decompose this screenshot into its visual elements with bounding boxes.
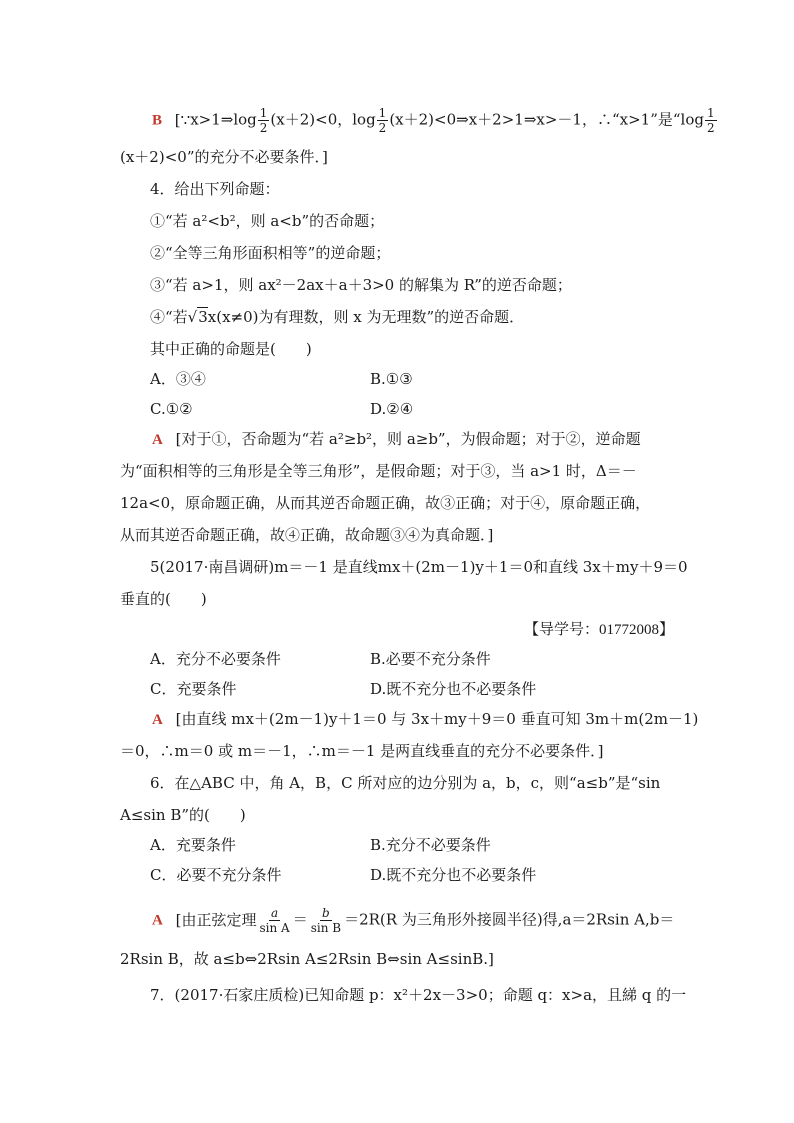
q5-answer-line-2: ＝0，∴m＝0 或 m＝－1，∴m＝－1 是两直线垂直的充分不必要条件．] [120,742,604,760]
q4-answer-text-1: [对于①，否命题为“若 a²≥b²，则 a≥b”，为假命题；对于②，逆命题 [175,430,641,448]
fraction [377,106,389,135]
answer-mark: B [152,112,163,129]
fraction-numerator: b [322,906,330,920]
q6-stem-line-2: A≤sin B”的( ) [120,806,246,824]
q5-option-c: C．充要条件 [150,680,237,698]
q3-answer-text-c: (x＋2)<0，log [270,110,376,129]
q4-item-4 [150,306,524,328]
q6-option-c: C．必要不充分条件 [150,866,282,884]
q5-option-b: B.必要不充分条件 [370,650,491,668]
fraction-denominator: 2 [378,121,387,135]
q4-answer-line-1 [152,428,641,451]
fraction-numerator: 1 [706,106,715,120]
q3-answer-line-2: (x＋2)<0”的充分不必要条件．] [120,148,328,166]
q6-answer-line-2: 2Rsin B，故 a≤b⇔2Rsin A≤2Rsin B⇔sin A≤sinB.] [120,950,494,968]
q5-answer-line-1 [152,708,698,731]
q6-answer-text-b: ＝2R(R 为三角形外接圆半径)得,a＝2Rsin A,b＝ [344,910,675,929]
q4-option-b: B.①③ [370,370,413,388]
fraction-numerator: 1 [259,106,268,120]
fraction-numerator: a [271,906,279,920]
q5-option-d: D.既不充分也不必要条件 [370,680,537,698]
guide-number: 【导学号：01772008】 [523,622,674,638]
fraction-denominator: sin A [259,921,290,935]
q6-option-b: B.充分不必要条件 [370,836,491,854]
q7-stem-line-1: 7．(2017·石家庄质检)已知命题 p：x²＋2x－3>0；命题 q：x>a，且綈 q 的一 [150,986,687,1004]
q4-item-4-text-b: x(x≠0)为有理数，则 x 为无理数”的逆否命题． [207,308,525,326]
fraction-denominator: 2 [259,121,268,135]
answer-mark: A [152,712,163,728]
q5-answer-text-1: [由直线 mx＋(2m－1)y＋1＝0 与 3x＋my＋9＝0 垂直可知 3m＋m(2m－1) [175,710,699,728]
q4-answer-line-4: 从而其逆否命题正确，故④正确，故命题③④为真命题．] [120,526,494,544]
fraction [705,106,717,135]
q4-item-2: ②“全等三角形面积相等”的逆命题； [150,244,391,262]
q4-item-3: ③“若 a>1，则 ax²－2ax＋a＋3>0 的解集为 R”的逆否命题； [150,276,572,294]
sqrt-icon: √ [187,308,198,326]
q4-answer-line-2: 为“面积相等的三角形是全等三角形”，是假命题；对于③，当 a>1 时，Δ＝－ [120,462,637,480]
fraction-denominator: sin B [310,921,342,935]
q5-stem-line-2: 垂直的( ) [120,590,207,608]
q6-stem-line-1: 6．在△ABC 中，角 A，B，C 所对应的边分别为 a，b，c，则“a≤b”是“sin [150,774,661,792]
q3-answer-line-1 [152,106,718,135]
q6-option-d: D.既不充分也不必要条件 [370,866,537,884]
q4-item-4-text-a: ④“若 [150,308,188,326]
q4-item-1: ①“若 a²<b²，则 a<b”的否命题； [150,212,385,230]
q4-option-c: C.①② [150,400,193,418]
equals-sign: ＝ [292,910,308,929]
fraction [309,906,343,935]
fraction [257,906,291,935]
q4-option-d: D.②④ [370,400,414,418]
q6-answer-text-a: [由正弦定理 [175,910,257,929]
answer-mark: A [152,432,163,448]
q4-option-a: A．③④ [150,370,206,388]
q4-prompt: 其中正确的命题是( ) [150,340,312,358]
q5-stem-line-1: 5(2017·南昌调研)m＝－1 是直线mx＋(2m－1)y＋1＝0和直线 3x＋my＋9＝0 [150,558,688,576]
fraction-denominator: 2 [706,121,715,135]
fraction [258,106,270,135]
q3-answer-text-a: [∵ [174,110,191,129]
q6-answer-line-1 [152,906,674,935]
q3-answer-text-d: (x＋2)<0⇒x＋2>1⇒x>－1，∴“x>1”是“log [389,110,704,129]
q4-answer-line-3: 12a<0，原命题正确，从而其逆否命题正确，故③正确；对于④，原命题正确， [120,494,651,512]
q6-option-a: A．充要条件 [150,836,236,854]
q4-stem: 4．给出下列命题： [150,180,280,198]
fraction-numerator: 1 [378,106,387,120]
answer-mark: A [152,912,163,929]
q3-answer-text-b: x>1⇒log [190,110,257,129]
q5-option-a: A．充分不必要条件 [150,650,281,668]
sqrt-radicand: 3 [198,308,208,326]
